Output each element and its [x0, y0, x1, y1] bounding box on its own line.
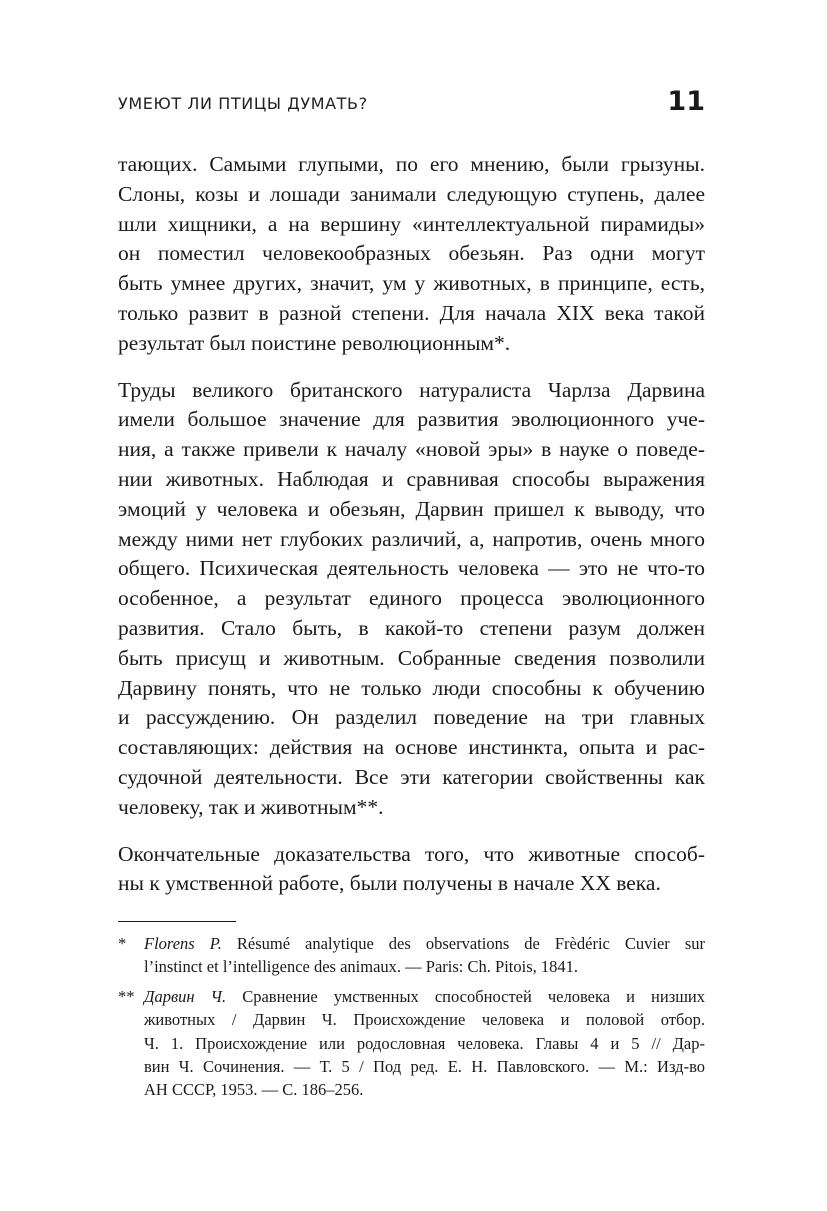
footnote-author: Florens P.: [144, 934, 222, 953]
text-line: имели большое значение для развития эволюционного уче-: [118, 407, 705, 432]
text-line: ния, а также привели к началу «новой эры» в науке о поведе-: [118, 437, 705, 462]
paragraph-1: [118, 150, 705, 359]
footnote-line: АН СССР, 1953. — С. 186–256.: [144, 1080, 364, 1100]
text-line: только развит в разной степени. Для начала XIX века такой: [118, 300, 705, 325]
text-line: он поместил человекообразных обезьян. Раз одни могут: [118, 241, 705, 266]
footnote-1: [118, 932, 705, 979]
text-line: человеку, так и животным**.: [118, 794, 384, 819]
text-line: общего. Психическая деятельность человека — это не что-то: [118, 556, 705, 581]
text-line: Труды великого британского натуралиста Чарлза Дарвина: [118, 377, 705, 402]
text-line: ны к умственной работе, были получены в начале XX века.: [118, 871, 661, 896]
text-line: нии животных. Наблюдая и сравнивая способы выражения: [118, 466, 705, 491]
page-number: 11: [667, 86, 705, 117]
text-line: Дарвину понять, что не только люди способны к обучению: [118, 675, 705, 700]
footnote-divider: [118, 921, 236, 922]
text-line: составляющих: действия на основе инстинкта, опыта и рас-: [118, 735, 705, 760]
footnote-line: вин Ч. Сочинения. — Т. 5 / Под ред. Е. Н. Павловского. — М.: Изд-во: [144, 1057, 705, 1077]
footnote-text: Résumé analytique des observations de Frèdéric Cuvier sur: [221, 934, 705, 953]
text-line: Окончательные доказательства того, что животные способ-: [118, 841, 705, 866]
text-line: судочной деятельности. Все эти категории свойственны как: [118, 764, 705, 789]
text-line: быть присущ и животным. Собранные сведения позволили: [118, 645, 705, 670]
paragraph-2: [118, 376, 705, 823]
footnote-line: l’instinct et l’intelligence des animaux. — Paris: Ch. Pitois, 1841.: [144, 957, 578, 977]
text-line: и рассуждению. Он разделил поведение на три главных: [118, 705, 705, 730]
footnotes: [118, 932, 705, 1108]
footnote-line: животных / Дарвин Ч. Происхождение человека и половой отбор.: [144, 1010, 705, 1030]
book-page: [118, 0, 705, 1211]
footnote-author: Дарвин Ч.: [144, 986, 227, 1006]
footnote-text: Сравнение умственных способностей человека и низших: [226, 986, 706, 1006]
running-head: УМЕЮТ ЛИ ПТИЦЫ ДУМАТЬ?: [118, 94, 368, 113]
text-line: шли хищники, а на вершину «интеллектуальной пирамиды»: [118, 211, 705, 236]
text-line: быть умнее других, значит, ум у животных, в принципе, есть,: [118, 271, 705, 296]
page-header: [118, 86, 705, 122]
text-line: эмоций у человека и обезьян, Дарвин пришел к выводу, что: [118, 496, 705, 521]
paragraph-3: [118, 840, 705, 900]
text-line: Слоны, козы и лошади занимали следующую ступень, далее: [118, 181, 705, 206]
text-line: особенное, а результат единого процесса эволюционного: [118, 586, 705, 611]
text-line: развития. Стало быть, в какой-то степени разум должен: [118, 615, 705, 640]
footnote-line: [144, 985, 705, 1008]
text-line: между ними нет глубоких различий, а, напротив, очень много: [118, 526, 705, 551]
body-text: [118, 150, 705, 899]
footnote-mark: **: [118, 986, 135, 1006]
text-line: тающих. Самыми глупыми, по его мнению, были грызуны.: [118, 152, 705, 176]
footnote-mark: *: [118, 934, 127, 953]
footnote-2: [118, 985, 705, 1102]
footnote-line: [144, 932, 705, 955]
footnote-line: Ч. 1. Происхождение или родословная человека. Главы 4 и 5 // Дар-: [144, 1033, 705, 1053]
text-line: результат был поистине революционным*.: [118, 330, 511, 355]
